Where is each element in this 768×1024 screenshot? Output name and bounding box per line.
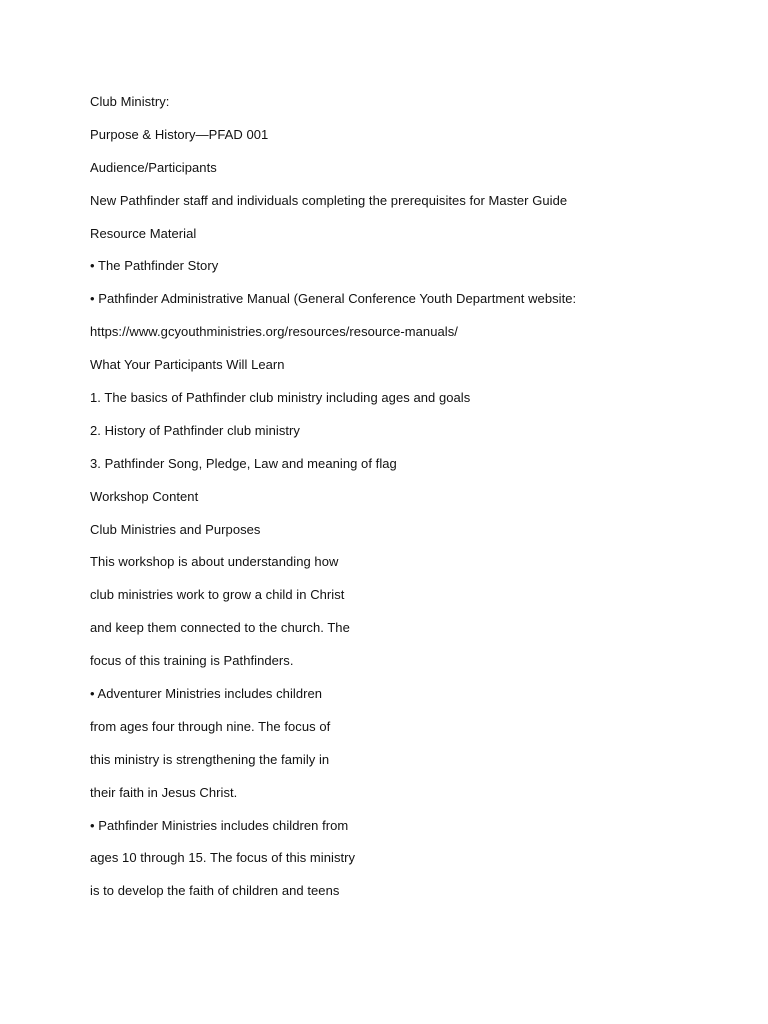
heading-what-participants-learn: What Your Participants Will Learn: [90, 357, 285, 373]
paragraph-line: focus of this training is Pathfinders.: [90, 653, 294, 669]
paragraph-line: their faith in Jesus Christ.: [90, 784, 238, 800]
heading-resource-material: Resource Material: [90, 225, 197, 241]
paragraph-line: and keep them connected to the church. The: [90, 620, 350, 636]
resource-item: • The Pathfinder Story: [90, 258, 219, 274]
paragraph-line: this ministry is strengthening the family in: [90, 751, 330, 767]
heading-workshop-content: Workshop Content: [90, 488, 199, 504]
audience-text: New Pathfinder staff and individuals completing the prerequisites for Master Guide: [90, 192, 568, 208]
paragraph-line: • Pathfinder Ministries includes children from: [90, 817, 349, 833]
paragraph-line: ages 10 through 15. The focus of this ministry: [90, 850, 356, 866]
paragraph-line: is to develop the faith of children and teens: [90, 883, 340, 899]
heading-purpose-history: Purpose & History—PFAD 001: [90, 126, 269, 142]
paragraph-line: This workshop is about understanding how: [90, 554, 339, 570]
heading-club-ministry: Club Ministry:: [90, 94, 170, 109]
heading-club-ministries-purposes: Club Ministries and Purposes: [90, 521, 261, 537]
paragraph-line: • Adventurer Ministries includes children: [90, 686, 323, 702]
learning-item: 1. The basics of Pathfinder club ministry including ages and goals: [90, 390, 471, 406]
document-body: [90, 93, 730, 915]
paragraph-line: from ages four through nine. The focus of: [90, 718, 331, 734]
resource-item: • Pathfinder Administrative Manual (General Conference Youth Department website:: [90, 291, 577, 307]
heading-audience: Audience/Participants: [90, 159, 217, 175]
learning-item: 3. Pathfinder Song, Pledge, Law and meaning of flag: [90, 455, 397, 471]
learning-item: 2. History of Pathfinder club ministry: [90, 422, 300, 438]
resource-url: https://www.gcyouthministries.org/resources/resource-manuals/: [90, 324, 458, 340]
paragraph-line: club ministries work to grow a child in Christ: [90, 587, 345, 603]
